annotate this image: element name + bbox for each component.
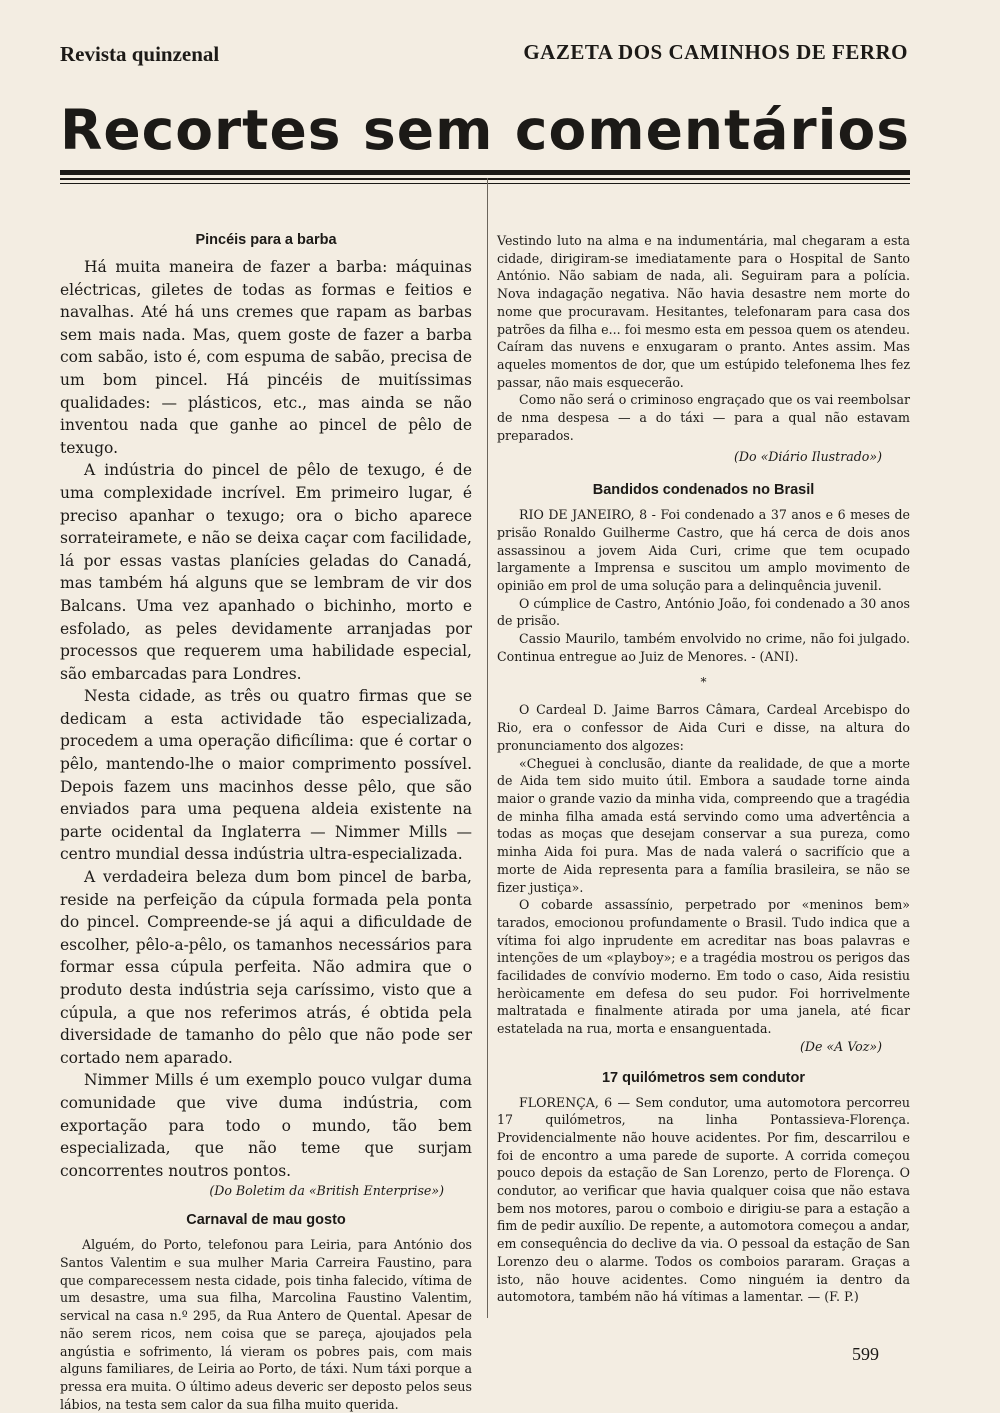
article-heading: Carnaval de mau gosto (186, 1212, 346, 1229)
page-number: 599 (852, 1344, 879, 1364)
paragraph: A verdadeira beleza dum bom pincel de barba, reside na perfeição da cúpula formada pela ponta do pincel. Compreende-se já aqui a dificuldade de escolher, pêlo-a-pêlo, os tamanhos necessários para formar essa cúpula perfeita. Não admira que o produto desta indústria seja caríssimo, visto que a cúpula, a que nos referimos atrás, é obtida pela diversidade de tamanho do pêlo que não pode ser cortado nem aparado. (60, 868, 472, 1067)
paragraph: «Cheguei à conclusão, diante da realidade, de que a morte de Aida tem sido muito útil. Embora a saudade torne ainda maior o grande vazio da minha vida, compreendo que a tragédia de minha filha amada está servindo como uma advertência a todas as moças que desejam conservar a sua pureza, como minha Aida foi pura. Mas de nada valerá o sacrifício que a morte de Aida representa para a família brasileira, se não se fizer justiça». (497, 755, 910, 895)
separator: * (700, 675, 707, 690)
column-divider (487, 178, 488, 1318)
article-heading: Pincéis para a barba (195, 232, 337, 248)
title-word: Recortes (60, 98, 342, 162)
article-heading: 17 quilómetros sem condutor (601, 1069, 806, 1086)
paragraph: Nimmer Mills é um exemplo pouco vulgar duma comunidade que vive duma indústria, com exportação para todo o mundo, tão bem especializada, que não teme que surjam concorrentes noutros pontos. (60, 1071, 472, 1180)
article-heading: Bandidos condenados no Brasil (592, 482, 815, 499)
article-pinceis (60, 232, 472, 1200)
paragraph: Cassio Maurilo, também envolvido no crime, não foi julgado. Continua entregue ao Juiz de Menores. - (ANI). (497, 631, 910, 664)
paragraph: Nesta cidade, as três ou quatro firmas que se dedicam a esta actividade tão especializada, procedem a uma operação dificílima: que é cortar o pêlo, mantendo-lhe o maior comprimento possível. Depois fazem uns macinhos desse pêlo, que são enviados para uma pequena aldeia existente na parte ocidental da Inglaterra — Nimmer Mills — centro mundial dessa indústria ultra-especializada. (60, 687, 472, 864)
article-bandidos (497, 482, 910, 1055)
title-word: comentários (514, 98, 910, 162)
article-carnaval (60, 1212, 472, 1413)
article-source: (Do Boletim da «British Enterprise») (209, 1183, 444, 1199)
paragraph: RIO DE JANEIRO, 8 - Foi condenado a 37 anos e 6 meses de prisão Ronaldo Guilherme Castro, que há cerca de dois anos assassinou a jovem Aida Curi, crime que tem ocupado largamente a Imprensa e suscitou um amplo movimento de opinião em prol de uma solução para a delinquência juvenil. (497, 507, 910, 593)
header-right: GAZETA DOS CAMINHOS DE FERRO (523, 40, 908, 64)
paragraph: O Cardeal D. Jaime Barros Câmara, Cardeal Arcebispo do Rio, era o confessor de Aida Curi e disse, na altura do pronunciamento dos algozes: (497, 702, 910, 753)
left-column (60, 232, 472, 1413)
article-carnaval-continuation (497, 232, 910, 466)
title-rule-thin (60, 183, 910, 184)
article-quilometros (497, 1070, 910, 1306)
article-source: (Do «Diário Ilustrado») (734, 449, 882, 465)
title-rule-thick (60, 170, 910, 175)
page-title (60, 98, 910, 162)
paragraph: Há muita maneira de fazer a barba: máquinas eléctricas, giletes de todas as formas e feitios e navalhas. Até há uns cremes que rapam as barbas sem mais nada. Mas, quem goste de fazer a barba com sabão, isto é, com espuma de sabão, precisa de um bom pincel. Há pincéis de muitíssimas qualidades: — plásticos, etc., mas ainda se não inventou nada que ganhe ao pincel de pêlo de texugo. (60, 258, 472, 457)
paragraph: O cobarde assassínio, perpetrado por «meninos bem» tarados, emocionou profundamente o Brasil. Tudo indica que a vítima foi algo inprudente em acreditar nas boas palavras e intenções de um «playboy»; e a tragédia mostrou os perigos das facilidades de convívio moderno. Em todo o caso, Aida resistiu heròicamente em defesa do seu pudor. Foi horrivelmente maltratada e finalmente atirada por uma janela, até ficar estatelada na rua, morta e ensanguentada. (497, 897, 910, 1037)
title-word: sem (363, 98, 494, 162)
article-source: (De «A Voz») (799, 1038, 882, 1054)
right-column (497, 232, 910, 1306)
header-left: Revista quinzenal (60, 42, 220, 66)
paragraph: A indústria do pincel de pêlo de texugo, é de uma complexidade incrível. Em primeiro lugar, é preciso apanhar o texugo; ora o bicho aparece sorrateiramete, e não se deixa caçar com facilidade, lá por essas vastas planícies geladas do Canadá, mas também há alguns que se lembram de vir dos Balcans. Uma vez apanhado o bichinho, morto e esfolado, as peles devidamente arranjadas por processos que requerem uma habilidade especial, são embarcadas para Londres. (60, 461, 472, 683)
paragraph: Alguém, do Porto, telefonou para Leiria, para António dos Santos Valentim e sua mulher Maria Carreira Faustino, para que comparecessem nesta cidade, pois tinha falecido, vítima de um desastre, uma sua filha, Marcolina Faustino Valentim, servical na casa n.º 295, da Rua Antero de Quental. Apesar de não serem ricos, nem coisa que se pareça, ajoujados pela angústia e sofrimento, lá vieram os pobres pais, com mais alguns familiares, de Leiria ao Porto, de táxi. Num táxi porque a pressa era muita. O último adeus deveric ser deposto pelos seus lábios, na testa sem calor da sua filha muito querida. (60, 1237, 472, 1412)
paragraph: Como não será o criminoso engraçado que os vai reembolsar de nma despesa — a do táxi — para a qual não estavam preparados. (497, 392, 910, 443)
paragraph: FLORENÇA, 6 — Sem condutor, uma automotora percorreu 17 quilómetros, na linha Pontassieva-Florença. Providencialmente não houve acidentes. Por fim, descarrilou e foi de encontro a uma parede de suporte. A corrida começou pouco depois da estação de San Lorenzo, perto de Florença. O condutor, ao verificar que havia qualquer coisa que não estava bem nos motores, parou o comboio e dirigiu-se para a estação a fim de pedir auxílio. De repente, a automotora começou a andar, em consequência do declive da via. O pessoal da estação de San Lorenzo deu o alarme. Todos os comboios pararam. Graças a isto, não houve acidentes. Como ninguém ia dentro da automotora, também não há vítimas a lamentar. — (F. P.) (497, 1094, 910, 1305)
title-rule-mid (60, 178, 910, 180)
paragraph: Vestindo luto na alma e na indumentária, mal chegaram a esta cidade, dirigiram-se imediatamente para o Hospital de Santo António. Não sabiam de nada, ali. Seguiram para a polícia. Nova indagação negativa. Não havia desastre nem morte do nome que procuravam. Hesitantes, telefonaram para casa dos patrões da filha e... foi mesmo esta em pessoa quem os atendeu. Caíram das nuvens e enxugaram o pranto. Antes assim. Mas aqueles momentos de dor, que um estúpido telefonema lhes fez passar, não mais esquecerão. (497, 233, 910, 390)
paragraph: O cúmplice de Castro, António João, foi condenado a 30 anos de prisão. (497, 595, 910, 629)
